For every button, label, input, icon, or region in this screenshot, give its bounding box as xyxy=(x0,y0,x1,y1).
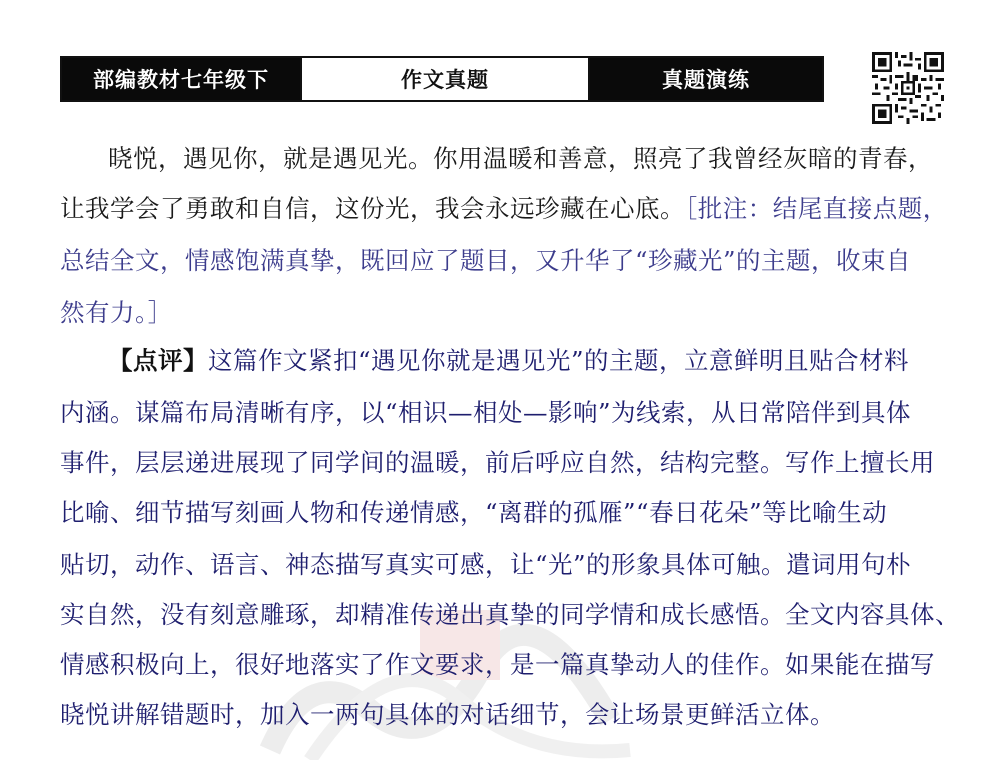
essay-text: 晓悦，遇见你，就是遇见光。你用温暖和善意，照亮了我曾经灰暗的青春， xyxy=(108,144,933,173)
header-section-title: 作文真题 xyxy=(300,58,590,100)
review-line-3: 事件，层层递进展现了同学间的温暖，前后呼应自然，结构完整。写作上擅长用 xyxy=(60,448,935,477)
header-practice-label: 真题演练 xyxy=(590,58,822,100)
review-text: 这篇作文紧扣“遇见你就是遇见光”的主题，立意鲜明且贴合材料 xyxy=(208,346,910,375)
review-line-4: 比喻、细节描写刻画人物和传递情感，“离群的孤雁”“春日花朵”等比喻生动 xyxy=(60,498,888,527)
review-line-2: 内涵。谋篇布局清晰有序，以“相识—相处—影响”为线索，从日常陪伴到具体 xyxy=(60,398,912,427)
review-line-7: 情感积极向上，很好地落实了作文要求，是一篇真挚动人的佳作。如果能在描写 xyxy=(60,650,935,679)
header-band xyxy=(60,56,824,102)
annotation-line-3: 总结全文，情感饱满真挚，既回应了题目，又升华了“珍藏光”的主题，收束自 xyxy=(60,246,912,275)
review-line-6: 实自然，没有刻意雕琢，却精准传递出真挚的同学情和成长感悟。全文内容具体、 xyxy=(60,600,960,629)
review-label: 【点评】 xyxy=(108,346,208,375)
header-grade-label: 部编教材七年级下 xyxy=(62,58,300,100)
review-line-1 xyxy=(108,342,950,377)
review-line-8: 晓悦讲解错题时，加入一两句具体的对话细节，会让场景更鲜活立体。 xyxy=(60,700,835,729)
annotation-line-4: 然有力。］ xyxy=(60,298,173,327)
qr-code-icon[interactable] xyxy=(872,52,944,124)
essay-line-2 xyxy=(60,190,950,225)
review-line-5: 贴切，动作、语言、神态描写真实可感，让“光”的形象具体可触。遣词用句朴 xyxy=(60,550,912,579)
essay-text: 让我学会了勇敢和自信，这份光，我会永远珍藏在心底。 xyxy=(60,194,685,223)
essay-line-1 xyxy=(108,140,950,175)
annotation-note: ［批注：结尾直接点题， xyxy=(685,194,948,223)
